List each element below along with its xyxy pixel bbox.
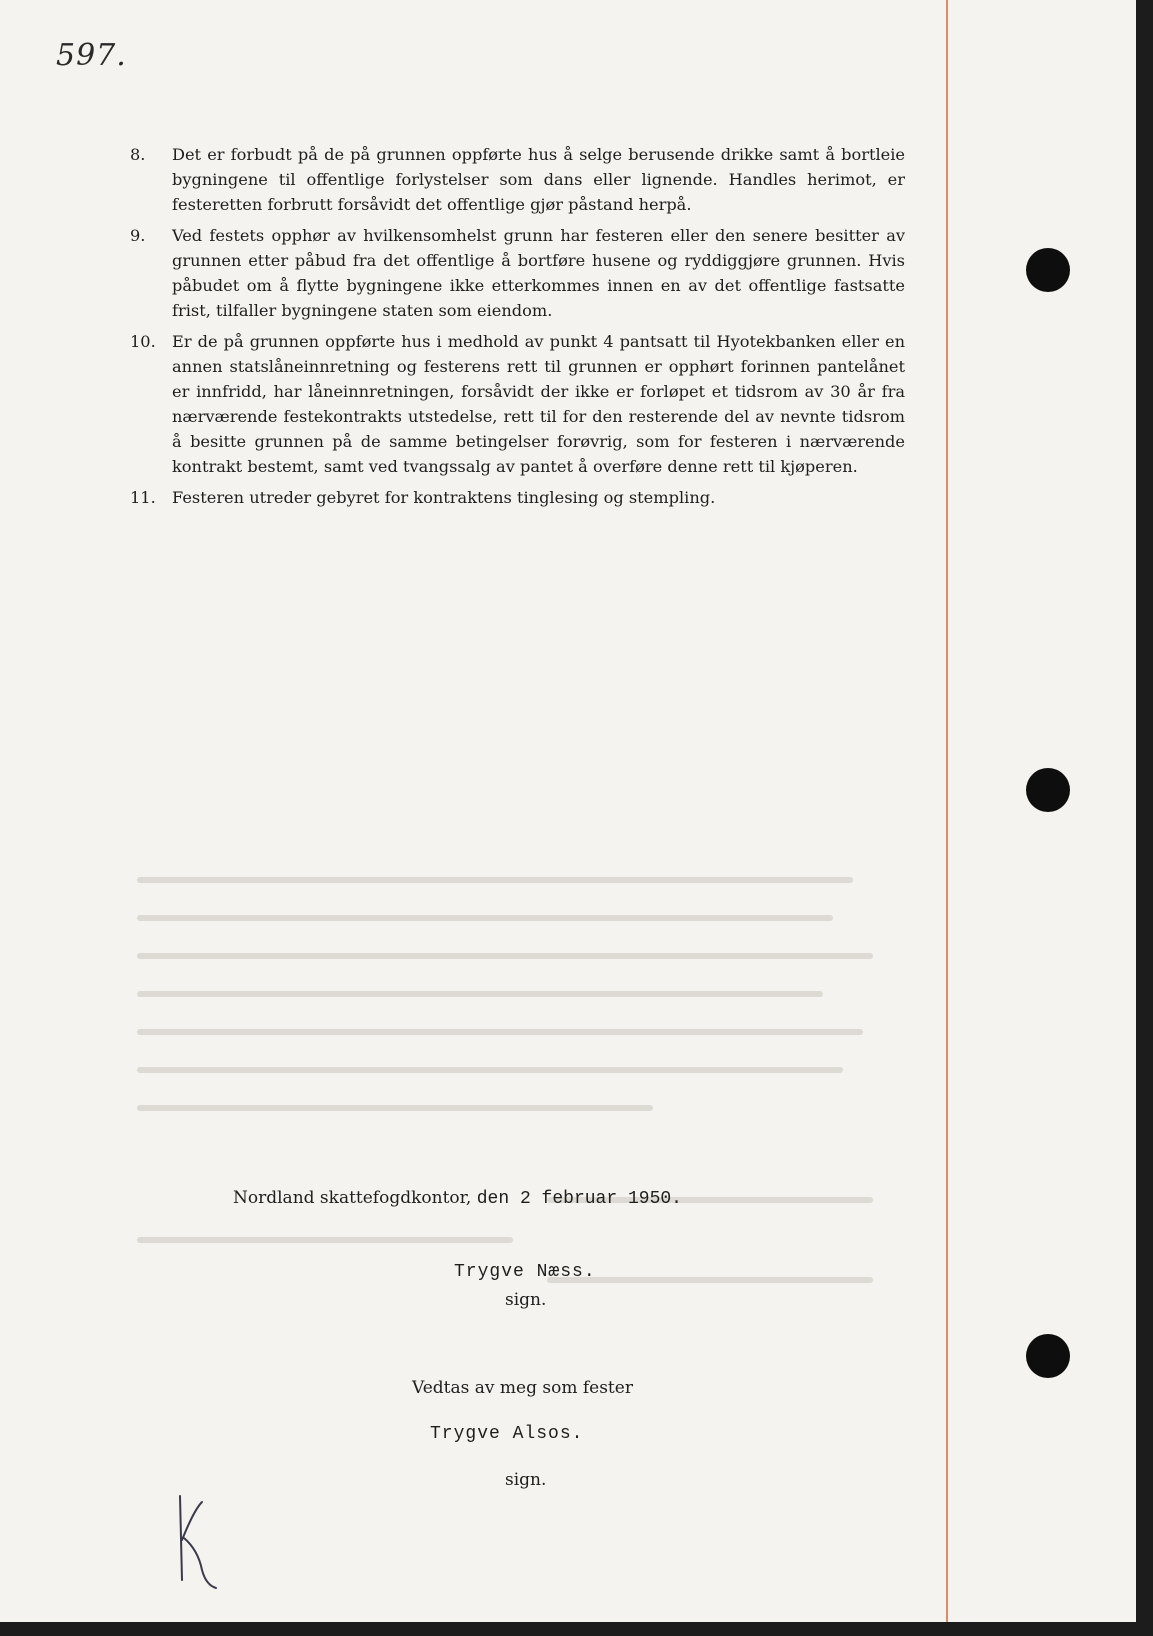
margin-line <box>946 0 948 1622</box>
signer-name: Trygve Næss. <box>454 1262 596 1282</box>
clause-item <box>130 223 905 323</box>
clause-number: 11. <box>130 488 156 507</box>
clause-item <box>130 485 905 510</box>
clause-item <box>130 329 905 479</box>
sign-label: sign. <box>505 1290 547 1310</box>
clause-text: Festeren utreder gebyret for kontraktens tinglesing og stempling. <box>172 488 716 507</box>
punch-hole-icon <box>1026 768 1070 812</box>
signer-name: Trygve Alsos. <box>430 1424 584 1444</box>
sign-label: sign. <box>505 1470 547 1490</box>
handwritten-initials <box>172 1490 232 1590</box>
place-date-line <box>233 1188 682 1209</box>
handwritten-page-number: 597. <box>56 38 127 73</box>
clause-number: 10. <box>130 332 156 351</box>
place: Nordland skattefogdkontor, <box>233 1188 472 1208</box>
clause-text: Ved festets opphør av hvilkensomhelst grunn har festeren eller den senere besitter av grunnen etter påbud fra det offentlige å bortføre husene og ryddiggjøre grunnen. Hvis påbudet om å flytte bygningene ikke etterkommes innen en av det offentlige fastsatte frist, tilfaller bygningene staten som eiendom. <box>172 226 905 320</box>
acceptance-text: Vedtas av meg som fester <box>412 1378 633 1398</box>
clause-number: 9. <box>130 226 146 245</box>
date: den 2 februar 1950. <box>476 1189 682 1209</box>
punch-hole-icon <box>1026 248 1070 292</box>
punch-hole-icon <box>1026 1334 1070 1378</box>
clause-number: 8. <box>130 145 146 164</box>
show-through-texture <box>130 860 890 1320</box>
contract-clauses <box>130 142 905 516</box>
clause-text: Det er forbudt på de på grunnen oppførte hus å selge berusende drikke samt å bortleie bygningene til offentlige forlystelser som dans eller lignende. Handles herimot, er festeretten forbrutt forsåvidt det offentlige gjør påstand herpå. <box>172 145 905 214</box>
clause-text: Er de på grunnen oppførte hus i medhold av punkt 4 pantsatt til Hyotekbanken eller en annen statslåneinnretning og festerens rett til grunnen er opphørt forinnen pantelånet er innfridd, har låneinnretningen, forsåvidt der ikke er forløpet et tidsrom av 30 år fra nærværende festekontrakts utstedelse, rett til for den resterende del av nevnte tidsrom å besitte grunnen på de samme betingelser forøvrig, som for festeren i nærværende kontrakt bestemt, samt ved tvangssalg av pantet å overføre denne rett til kjøperen. <box>172 332 905 476</box>
clause-item <box>130 142 905 217</box>
